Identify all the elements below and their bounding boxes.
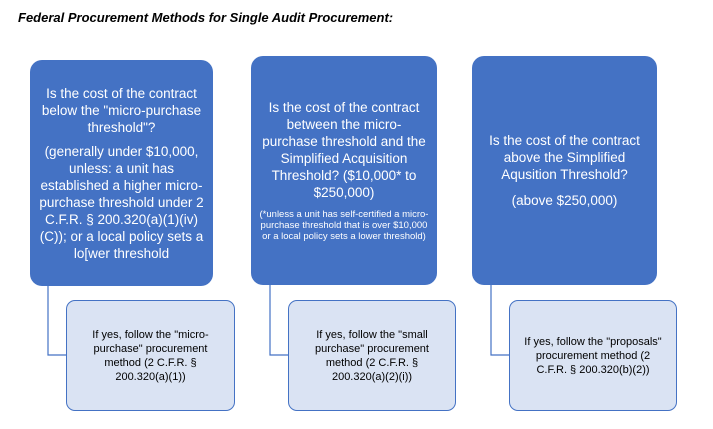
question-box-small-purchase <box>251 56 437 285</box>
question-text: Is the cost of the contract below the "micro-purchase threshold"? <box>41 85 202 135</box>
connector-3 <box>491 285 509 355</box>
diagram-title: Federal Procurement Methods for Single Audit Procurement: <box>18 10 394 25</box>
answer-box-proposals <box>509 300 677 411</box>
answer-text: If yes, follow the "proposals" procurement method (2 C.F.R. § 200.320(b)(2)) <box>524 335 662 376</box>
question-note: (*unless a unit has self-certified a micro-purchase threshold that is over $10,000 or a local policy sets a lower threshold) <box>259 209 429 242</box>
connector-2 <box>270 285 288 355</box>
answer-text: If yes, follow the "micro-purchase" procurement method (2 C.F.R. § 200.320(a)(1)) <box>92 328 209 383</box>
question-box-micro-purchase <box>30 60 213 286</box>
answer-box-micro-purchase <box>66 300 235 411</box>
question-note: (above $250,000) <box>511 193 618 208</box>
answer-text: If yes, follow the "small purchase" procurement method (2 C.F.R. § 200.320(a)(2)(i)) <box>315 328 429 383</box>
question-note: (generally under $10,000, unless: a unit has established a higher micro-purchase threshold under 2 C.F.R. § 200.320(a)(1)(iv)(C)); or a local policy sets a lo[wer threshold <box>39 143 204 261</box>
question-box-proposals <box>472 56 657 285</box>
answer-box-small-purchase <box>288 300 456 411</box>
question-text: Is the cost of the contract above the Simplified Aqusition Threshold? <box>489 133 640 182</box>
connector-1 <box>48 286 66 355</box>
question-text: Is the cost of the contract between the micro-purchase threshold and the Simplified Acquisition Threshold? ($10,000* to $250,000) <box>262 100 426 200</box>
